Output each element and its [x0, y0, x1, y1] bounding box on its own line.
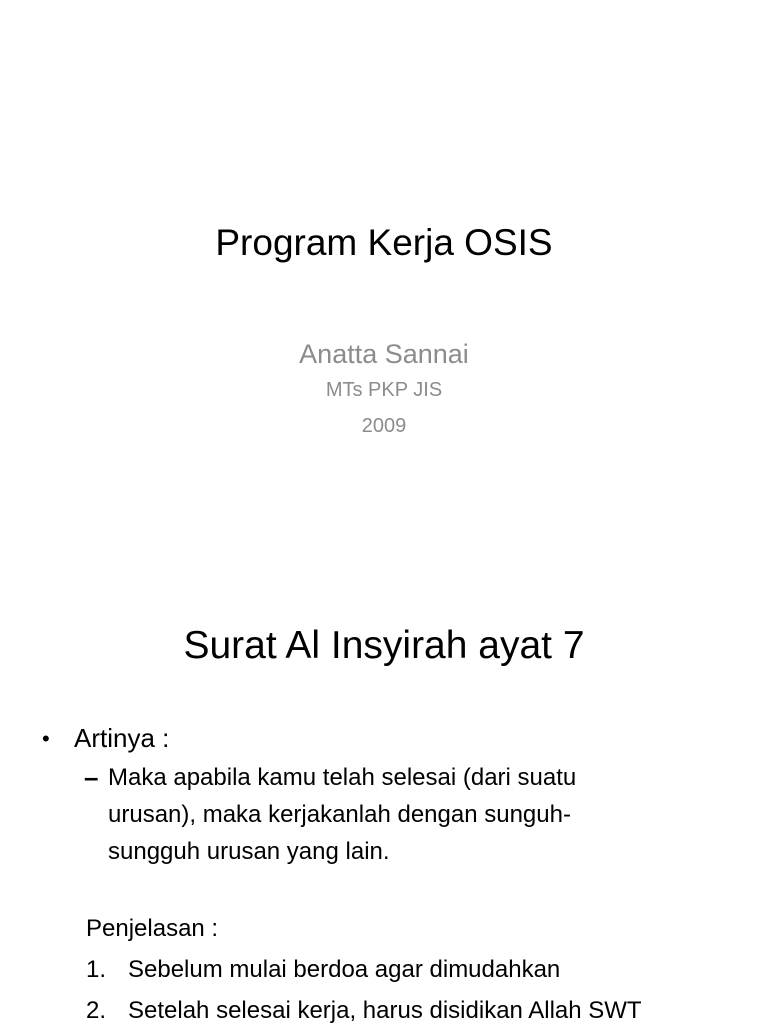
list-item — [86, 992, 742, 1024]
year-label: 2009 — [361, 415, 407, 437]
explanation-label: Penjelasan : — [86, 915, 219, 942]
slide-title-heading: Program Kerja OSIS — [215, 222, 553, 263]
list-text: Sebelum mulai berdoa agar dimudahkan — [128, 956, 561, 983]
bullet-dot-icon: • — [42, 726, 50, 751]
dash-icon: – — [84, 762, 99, 792]
bullet-item — [42, 720, 742, 757]
slide-body — [42, 720, 742, 1024]
list-text: Setelah selesai kerja, harus disidikan Allah SWT — [128, 997, 642, 1024]
list-number: 1. — [86, 956, 107, 983]
list-number: 2. — [86, 997, 107, 1024]
bullet-label: Artinya : — [74, 723, 170, 753]
list-item — [86, 951, 742, 988]
slide-content-heading: Surat Al Insyirah ayat 7 — [183, 624, 585, 667]
author-name: Anatta Sannai — [299, 339, 469, 369]
school-name: MTs PKP JIS — [325, 379, 443, 401]
slide-subtitle — [0, 336, 768, 444]
translation-text: Maka apabila kamu telah selesai (dari suatu urusan), maka kerjakanlah dengan sunguh-sungguh urusan yang lain. — [108, 764, 577, 865]
sub-bullet-item — [84, 759, 742, 870]
slide-content — [0, 576, 768, 1024]
